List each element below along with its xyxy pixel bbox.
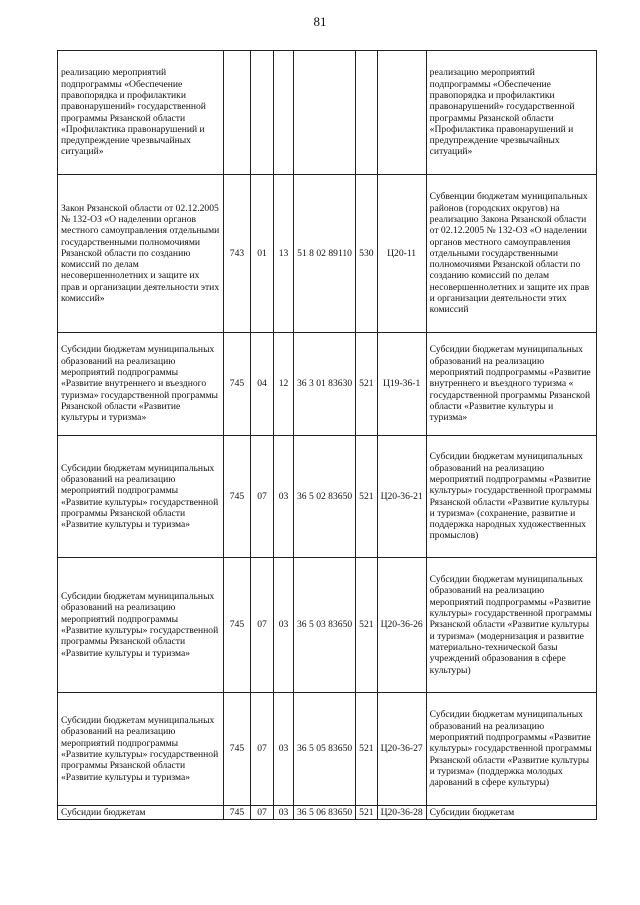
row-description: Субсидии бюджетам муниципальных образований на реализацию мероприятий подпрограммы «Развитие культуры» государственной программы Рязанской области «Развитие культуры и туризма» (поддержка молодых дарований в сфере культуры) (426, 693, 596, 806)
row-name: Субсидии бюджетам муниципальных образований на реализацию мероприятий подпрограммы «Развитие культуры» государственной программы Рязанской области «Развитие культуры и туризма» (58, 693, 224, 806)
row-code: Ц20-36-21 (377, 436, 426, 558)
row-subsection (274, 51, 294, 175)
row-ministry: 745 (224, 333, 251, 436)
table-row (58, 175, 597, 333)
row-section: 04 (251, 333, 274, 436)
row-name: Субсидии бюджетам муниципальных образований на реализацию мероприятий подпрограммы «Развитие внутреннего и въездного туризма» государственной программы Рязанской области «Развитие культуры и туризма» (58, 333, 224, 436)
budget-table (57, 50, 597, 820)
row-subsection: 03 (274, 558, 294, 693)
row-type: 521 (356, 333, 377, 436)
table-row (58, 436, 597, 558)
table-row (58, 806, 597, 820)
row-section: 07 (251, 806, 274, 820)
row-section: 01 (251, 175, 274, 333)
row-type: 521 (356, 806, 377, 820)
row-code: Ц20-36-28 (377, 806, 426, 820)
row-section: 07 (251, 693, 274, 806)
row-section (251, 51, 274, 175)
table-row (58, 333, 597, 436)
row-code (377, 51, 426, 175)
row-target: 51 8 02 89110 (294, 175, 356, 333)
row-name: Субсидии бюджетам (58, 806, 224, 820)
row-subsection: 03 (274, 806, 294, 820)
row-ministry: 743 (224, 175, 251, 333)
row-target: 36 5 05 83650 (294, 693, 356, 806)
table-row (58, 51, 597, 175)
row-type: 521 (356, 693, 377, 806)
row-target: 36 5 03 83650 (294, 558, 356, 693)
row-name: Субсидии бюджетам муниципальных образований на реализацию мероприятий подпрограммы «Развитие культуры» государственной программы Рязанской области «Развитие культуры и туризма» (58, 558, 224, 693)
row-subsection: 13 (274, 175, 294, 333)
row-code: Ц19-36-1 (377, 333, 426, 436)
row-subsection: 12 (274, 333, 294, 436)
row-description: реализацию мероприятий подпрограммы «Обеспечение правопорядка и профилактики правонарушений» государственной программы Рязанской области «Профилактика правонарушений и предупреждение чрезвычайных ситуаций» (426, 51, 596, 175)
row-type: 521 (356, 558, 377, 693)
row-code: Ц20-36-26 (377, 558, 426, 693)
row-name: Закон Рязанской области от 02.12.2005 № 132-ОЗ «О наделении органов местного самоуправления отдельными государственными полномочиями Рязанской области по созданию комиссий по делам несовершеннолетних и защите их прав и организации деятельности этих комиссий» (58, 175, 224, 333)
row-ministry: 745 (224, 806, 251, 820)
row-target: 36 5 02 83650 (294, 436, 356, 558)
row-subsection: 03 (274, 436, 294, 558)
table-row (58, 558, 597, 693)
row-code: Ц20-36-27 (377, 693, 426, 806)
row-type: 521 (356, 436, 377, 558)
row-description: Субсидии бюджетам муниципальных образований на реализацию мероприятий подпрограммы «Развитие культуры» государственной программы Рязанской области «Развитие культуры и туризма» (сохранение, развитие и поддержка народных художественных промыслов) (426, 436, 596, 558)
row-subsection: 03 (274, 693, 294, 806)
row-description: Субсидии бюджетам муниципальных образований на реализацию мероприятий подпрограммы «Развитие культуры» государственной программы Рязанской области «Развитие культуры и туризма» (модернизация и развитие материально-технической базы учреждений образования в сфере культуры) (426, 558, 596, 693)
row-name: Субсидии бюджетам муниципальных образований на реализацию мероприятий подпрограммы «Развитие культуры» государственной программы Рязанской области «Развитие культуры и туризма» (58, 436, 224, 558)
row-ministry: 745 (224, 558, 251, 693)
row-description: Субсидии бюджетам муниципальных образований на реализацию мероприятий подпрограммы «Развитие внутреннего и въездного туризма « государственной программы Рязанской области «Развитие культуры и туризма» (426, 333, 596, 436)
row-name: реализацию мероприятий подпрограммы «Обеспечение правопорядка и профилактики правонарушений» государственной программы Рязанской области «Профилактика правонарушений и предупреждение чрезвычайных ситуаций» (58, 51, 224, 175)
table-row (58, 693, 597, 806)
row-section: 07 (251, 558, 274, 693)
row-code: Ц20-11 (377, 175, 426, 333)
row-target: 36 3 01 83630 (294, 333, 356, 436)
row-type (356, 51, 377, 175)
row-ministry: 745 (224, 693, 251, 806)
row-section: 07 (251, 436, 274, 558)
row-target: 36 5 06 83650 (294, 806, 356, 820)
page-number: 81 (313, 14, 327, 29)
row-target (294, 51, 356, 175)
row-ministry (224, 51, 251, 175)
row-type: 530 (356, 175, 377, 333)
row-description: Субсидии бюджетам (426, 806, 596, 820)
row-ministry: 745 (224, 436, 251, 558)
row-description: Субвенции бюджетам муниципальных районов (городских округов) на реализацию Закона Рязанской области от 02.12.2005 № 132-ОЗ «О наделении органов местного самоуправления отдельными государственными полномочиями Рязанской области по созданию комиссий по делам несовершеннолетних и защите их прав и организации деятельности этих комиссий (426, 175, 596, 333)
